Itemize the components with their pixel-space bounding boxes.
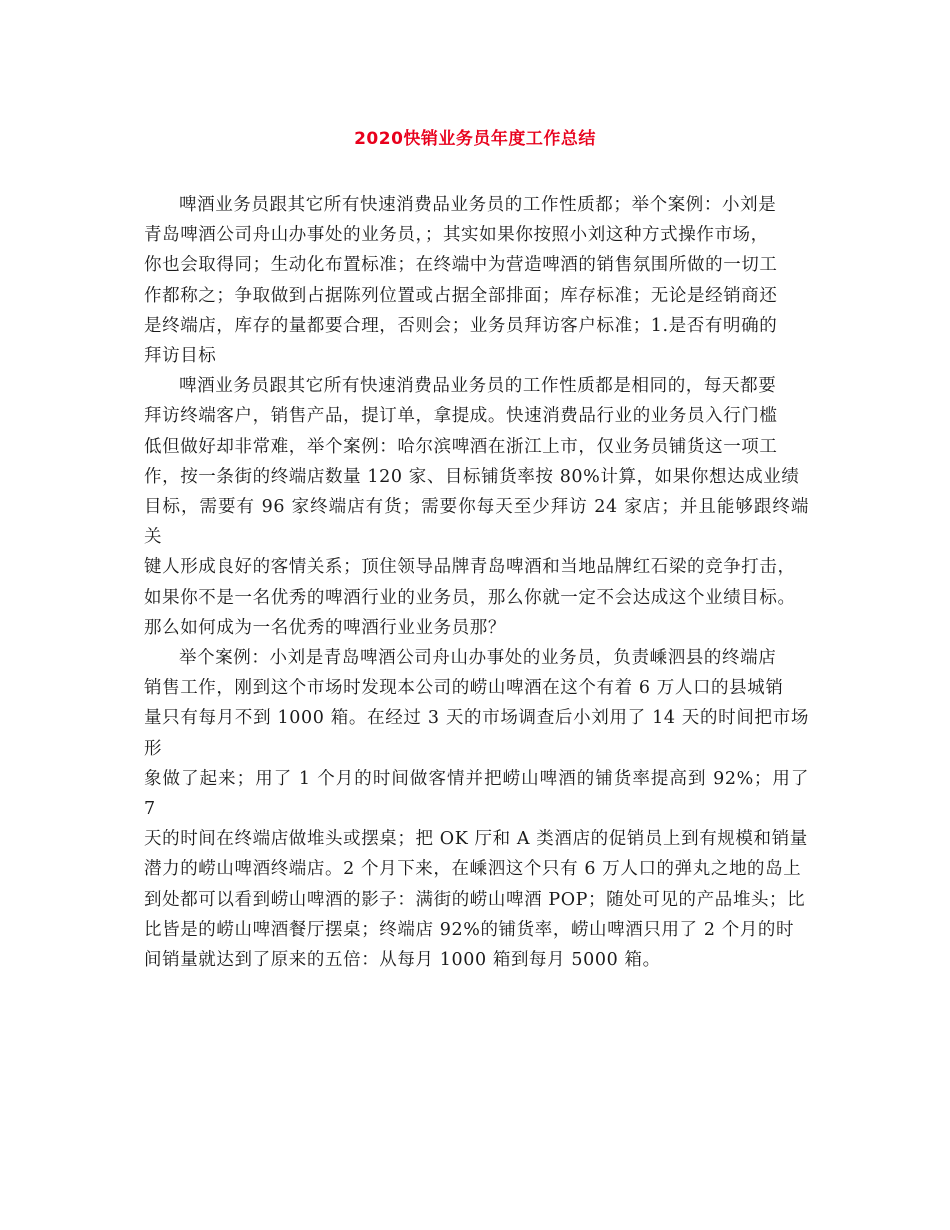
document-body [144,190,809,975]
document-title: 2020快销业务员年度工作总结 [354,129,596,149]
paragraph-2: 啤酒业务员跟其它所有快速消费品业务员的工作性质都是相同的，每天都要 拜访终端客户，销售产品，提订单，拿提成。快速消费品行业的业务员入行门槛 低但做好却非常难，举个案例：哈尔滨啤酒在浙江上市，仅业务员铺货这一项工 作，按一条街的终端店数量 120 家、目标铺货率按 80%计算，如果你想达成业绩 目标，需要有 96 家终端店有货；需要你每天至少拜访 24 家店；并且能够跟终端关 键人形成良好的客情关系；顶住领导品牌青岛啤酒和当地品牌红石梁的竞争打击， 如果你不是一名优秀的啤酒行业的业务员，那么你就一定不会达成这个业绩目标。 那么如何成为一名优秀的啤酒行业业务员那？ [144,376,809,638]
paragraph-3: 举个案例：小刘是青岛啤酒公司舟山办事处的业务员，负责嵊泗县的终端店 销售工作，刚到这个市场时发现本公司的崂山啤酒在这个有着 6 万人口的县城销 量只有每月不到 1000 箱。在经过 3 天的市场调查后小刘用了 14 天的时间把市场形 象做了起来；用了 1 个月的时间做客情并把崂山啤酒的铺货率提高到 92%；用了 7 天的时间在终端店做堆头或摆桌；把 OK 厅和 A 类酒店的促销员上到有规模和销量 潜力的崂山啤酒终端店。2 个月下来，在嵊泗这个只有 6 万人口的弹丸之地的岛上 到处都可以看到崂山啤酒的影子：满街的崂山啤酒 POP；随处可见的产品堆头；比 比皆是的崂山啤酒餐厅摆桌；终端店 92%的铺货率，崂山啤酒只用了 2 个月的时 间销量就达到了原来的五倍：从每月 1000 箱到每月 5000 箱。 [144,648,809,971]
paragraph-1: 啤酒业务员跟其它所有快速消费品业务员的工作性质都；举个案例：小刘是 青岛啤酒公司舟山办事处的业务员，；其实如果你按照小刘这种方式操作市场， 你也会取得同；生动化布置标准；在终端中为营造啤酒的销售氛围所做的一切工 作都称之；争取做到占据陈列位置或占据全部排面；库存标准；无论是经销商还 是终端店，库存的量都要合理，否则会；业务员拜访客户标准；1.是否有明确的 拜访目标 [144,195,778,367]
